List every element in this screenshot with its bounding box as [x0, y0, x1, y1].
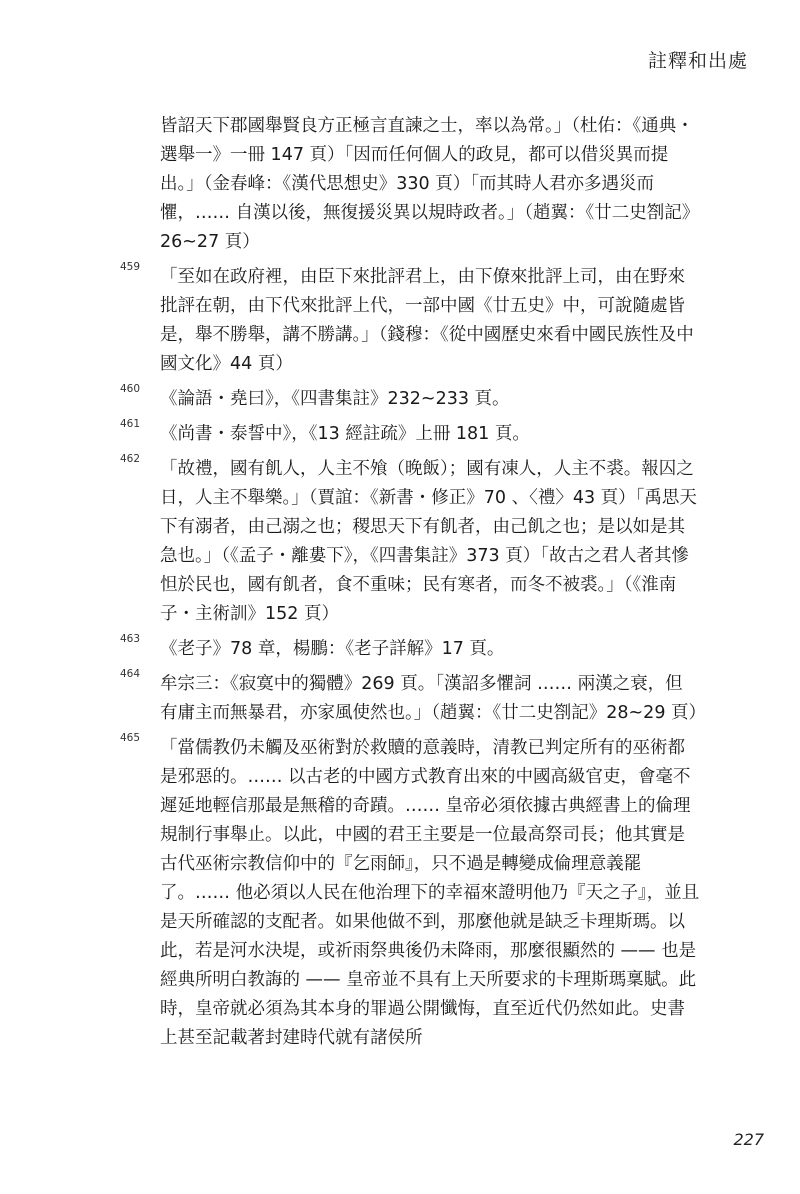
note-460	[120, 383, 700, 414]
note-text: 《論語・堯曰》，《四書集註》232~233 頁。	[160, 389, 510, 409]
note-number: 465	[120, 732, 141, 744]
note-459	[120, 261, 700, 379]
note-number: 461	[120, 418, 141, 430]
note-462	[120, 453, 700, 629]
note-text: 「當儒教仍未觸及巫術對於救贖的意義時，清教已判定所有的巫術都是邪惡的。…… 以古老的中國方式教育出來的中國高級官吏，會毫不遲延地輕信那最是無稽的奇蹟。…… 皇帝必須依據古典經書上的倫理規制行事舉止。以此，中國的君王主要是一位最高祭司長；他其實是古代巫術宗教信仰中的『乞雨師』，只不過是轉變成倫理意義罷了。…… 他必須以人民在他治理下的幸福來證明他乃『天之子』，並且是天所確認的支配者。如果他做不到，那麼他就是缺乏卡理斯瑪。以此，若是河水決堤，或祈雨祭典後仍未降雨，那麼很顯然的 —— 也是經典所明白教誨的 —— 皇帝並不具有上天所要求的卡理斯瑪稟賦。此時，皇帝就必須為其本身的罪過公開懺悔，直至近代仍然如此。史書上甚至記載著封建時代就有諸侯所	[160, 738, 700, 1048]
endnotes	[120, 112, 707, 1053]
note-461	[120, 418, 700, 449]
note-number: 463	[120, 633, 141, 645]
note-464	[120, 668, 707, 728]
note-text: 「故禮，國有飢人，人主不飧（晚飯）；國有凍人，人主不裘。報囚之日，人主不舉樂。」（賈誼：《新書・修正》70 、〈禮〉43 頁）「禹思天下有溺者，由己溺之也；稷思天下有飢者，由己飢之也；是以如是其急也。」（《孟子・離婁下》，《四書集註》373 頁）「故古之君人者其慘怛於民也，國有飢者，食不重味；民有寒者，而冬不被裘。」（《淮南子・主術訓》152 頁）	[160, 459, 697, 624]
note-463	[120, 633, 700, 664]
note-number: 459	[120, 261, 141, 273]
note-number: 460	[120, 383, 141, 395]
note-text: 牟宗三：《寂寞中的獨體》269 頁。「漢詔多懼詞 …… 兩漢之衰，但有庸主而無暴君，亦家風使然也。」（趙翼：《廿二史劄記》28~29 頁）	[160, 674, 707, 723]
note-continuation: 皆詔天下郡國舉賢良方正極言直諫之士，率以為常。」（杜佑：《通典・選舉一》一冊 147 頁）「因而任何個人的政見，都可以借災異而提出。」（金春峰：《漢代思想史》330 頁）「而其時人君亦多遇災而懼，…… 自漢以後，無復援災異以規時政者。」（趙翼：《廿二史劄記》26~27 頁）	[160, 116, 700, 252]
running-header: 註釋和出處	[647, 50, 748, 72]
note-465	[120, 732, 700, 1053]
note-text: 《老子》78 章，楊鵬：《老子詳解》17 頁。	[160, 639, 505, 659]
note-number: 462	[120, 453, 141, 465]
note-text: 「至如在政府裡，由臣下來批評君上，由下僚來批評上司，由在野來批評在朝，由下代來批評上代，一部中國《廿五史》中，可說隨處皆是，舉不勝舉，講不勝講。」（錢穆：《從中國歷史來看中國民族性及中國文化》44 頁）	[160, 267, 694, 374]
page-number: 227	[733, 1130, 764, 1149]
note-number: 464	[120, 668, 141, 680]
note-text: 《尚書・泰誓中》，《13 經註疏》上冊 181 頁。	[160, 424, 530, 444]
